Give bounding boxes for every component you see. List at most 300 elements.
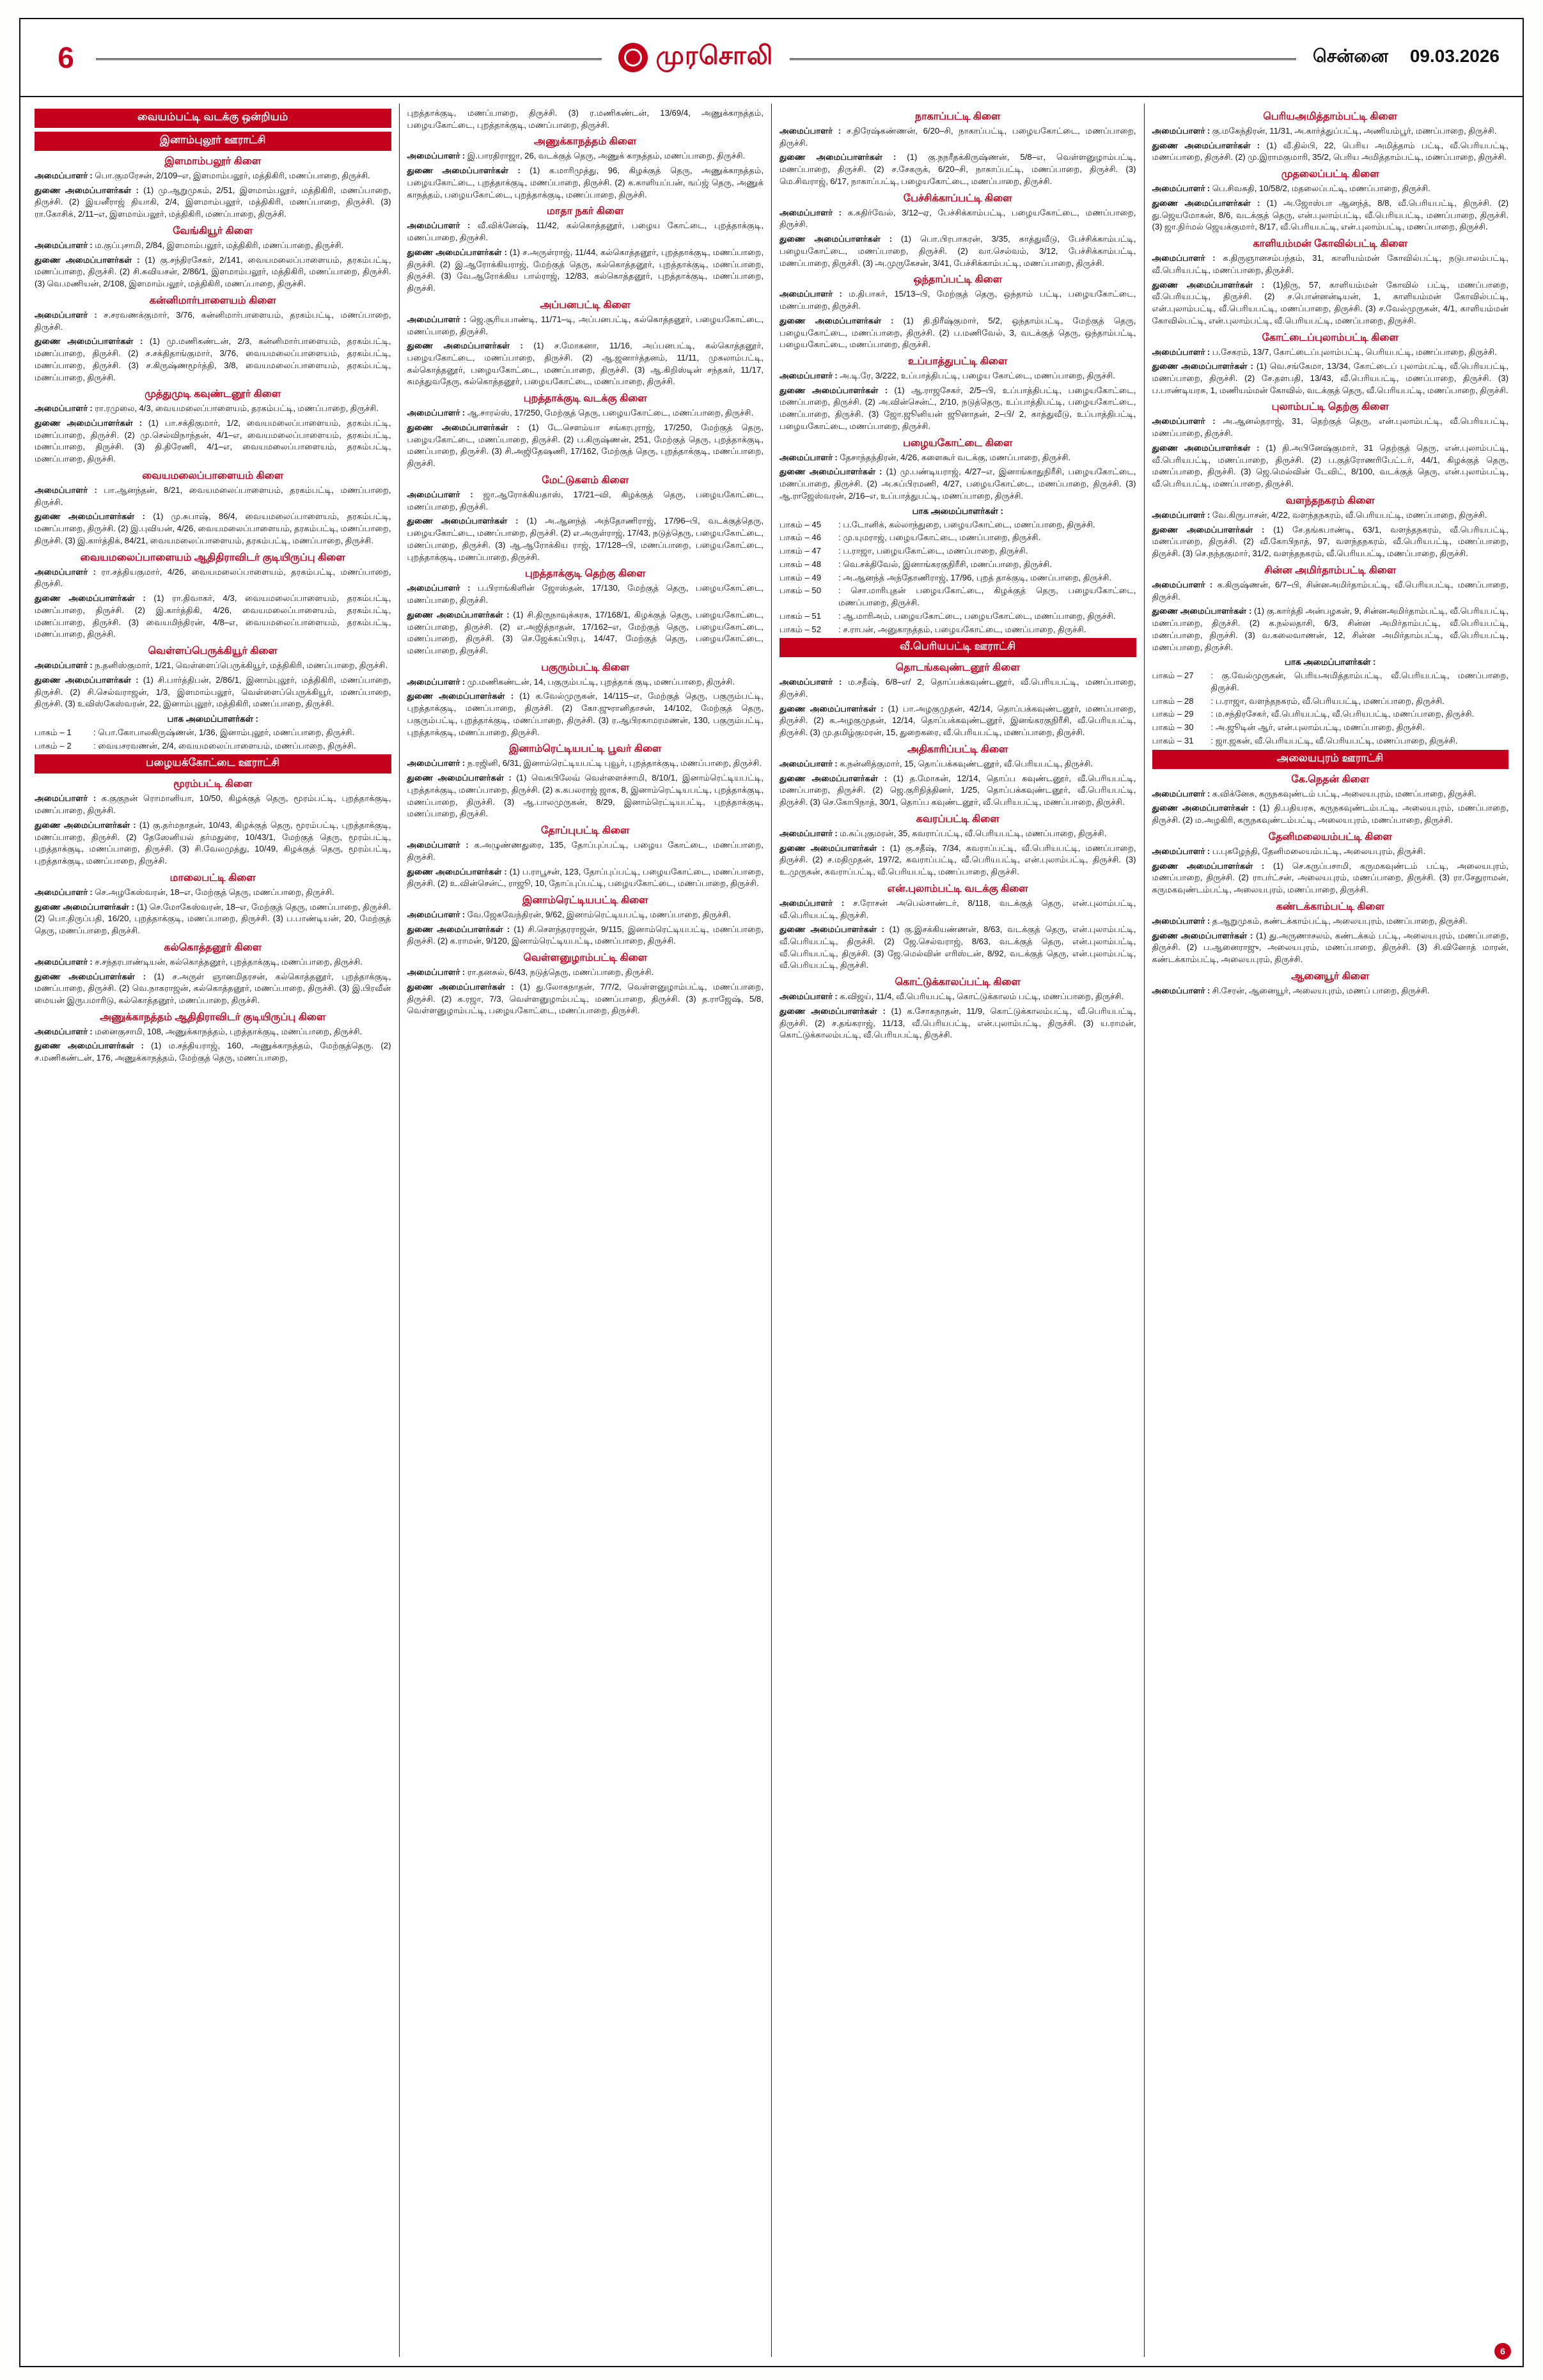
part-number: பாகம் – 48: [779, 559, 822, 569]
organiser-paragraph: [1152, 442, 1509, 490]
branch-heading: என்.புலாம்பட்டி வடக்கு கிளை: [887, 883, 1028, 894]
branch-heading: கோட்டைப்புலாம்பட்டி கிளை: [1262, 332, 1398, 343]
organiser-paragraph: [1152, 524, 1509, 560]
organiser-text: க.விஜய், 11/4, வீ.பெரியபட்டி, கொட்டுக்காலம் பட்டி, மணப்பாறை, திருச்சி.: [840, 992, 1124, 1002]
organiser-label: துணை அமைப்பாளர்கள் :: [407, 247, 507, 257]
organiser-text: (1) செ.கருப்பசாமி, கருமகவுண்டம் பட்டி, அலையபுரம், மணப்பாறை, திருச்சி. (2) ராபர்ட்சன், அலையபுரம், மணப்பாறை, திருச்சி. (3) ரா.சேதுராமன், கருமகவுண்டம்பட்டி, அலையபுரம், மணப்பாறை, திருச்சி.: [1152, 860, 1508, 895]
organiser-text: (1) வீ.தில்பி, 22, பெரிய அமித்தாம் பட்டி, வீ.பெரியபட்டி, மணப்பாறை, திருச்சி. (2) மு.இராமகுமாரி, 35/2, பெரிய அமித்தாம்பட்டி, மணப்பாறை, திருச்சி.: [1152, 140, 1508, 162]
part-organiser-detail: : ச.ராபன், அனுகாநத்தம், பழையகோட்டை, மணப்பாறை, திருச்சி.: [838, 624, 1086, 634]
organiser-paragraph: [779, 843, 1136, 878]
organiser-paragraph: [407, 150, 764, 162]
organiser-text: (1) வெ.சங்கேமா, 13/34, கோட்டைப் புலாம்பட்டி, வீ.பெரியபட்டி, மணப்பாறை, திருச்சி. (2) சே.தளபதி, 13/43, வீ.பெரியபட்டி, மணப்பாறை, திருச்சி. (3) ப.பாண்டியரசு, 1, மணியம்மன் கோவில், வடக்குத் தெரு, வீ.பெரியபட்டி, மணப்பாறை, திருச்சி.: [1152, 361, 1508, 395]
organiser-paragraph: [1152, 253, 1509, 276]
part-organiser-detail: : ஆ.மாரிஅம், பழையகோட்டை, பழையகோட்டை, மணப்பாறை, திருச்சி.: [838, 611, 1116, 621]
organiser-text: (1) த.மோகன், 12/14, தொப்ப கவுண்டனூர், வீ.பெரியபட்டி, மணப்பாறை, திருச்சி. (2) ஜெ.குரிநித்தினர், 1/25, தொப்பக்கவுண்டனூர், வீ.பெரியபட்டி, திருச்சி. (3) செ.கோபிநாத், 30/1, தொப்ப கவுண்டனூர், வீ.பெரியபட்டி, மணப்பாறை, திருச்சி.: [779, 773, 1136, 807]
organiser-text: இ.பாரதிராஜா, 26, வடக்குத் தெரு, அணுக் காநத்தம், மணப்பாறை, திருச்சி.: [467, 151, 746, 161]
organiser-paragraph: [1152, 509, 1509, 522]
branch-heading: இளமாம்பலூர் கிளை: [164, 156, 262, 167]
organiser-label: துணை அமைப்பாளர்கள் :: [779, 467, 882, 477]
organiser-label: அமைப்பாளர் :: [35, 566, 96, 577]
organiser-label: அமைப்பாளர் :: [779, 207, 842, 217]
organiser-label: அமைப்பாளர் :: [1152, 346, 1210, 357]
organiser-label: துணை அமைப்பாளர்கள் :: [407, 981, 514, 992]
branch-heading: புறத்தாக்குடி தெற்கு கிளை: [524, 568, 646, 580]
organiser-label: துணை அமைப்பாளர்கள் :: [779, 924, 884, 935]
organiser-text: (1)திரு, 57, காளியம்மன் கோவில் பட்டி, மணப்பாறை, வீ.பெரியபட்டி, திருச்சி. (2) ச.பொன்னன்டியன், 1, காளியம்மன் கோவில்பட்டி, என்.புலாம்பட்டி, வீ.பெரியபட்டி, மணப்பாறை, திருச்சி. (3) ச.வேல்முருகன், 4/1, காளியம்மன் கோவில்பட்டி, என்.புலாம்பட்டி, வீ.பெரியபட்டி, மணப்பாறை, திருச்சி.: [1152, 279, 1509, 325]
part-organiser-detail: : அ.ஜூடின் ஆர், என்.புலாம்பட்டி, மணப்பாறை, திருச்சி.: [1210, 722, 1425, 733]
organiser-text: க.கதிர்வேல், 3/12–ஏ, பேச்சிக்காம்பட்டி, பழையகோட்டை, மணப்பாறை, திருச்சி.: [779, 207, 1136, 229]
organiser-text: (1) கு.நநரீதக்கிருஷ்ணன், 5/8–எ, வெள்ளனுழாம்பட்டி, மணப்பாறை, திருச்சி. (2) ச.சேகருக், 6/20–சி, நாகாப்பட்டி, மணப்பாறை, திருச்சி. (3) மெ.சிவராஜ், 6/17, நாகாப்பட்டி, பழையகோட்டை, மணப்பாறை, திருச்சி.: [779, 152, 1136, 186]
organiser-text: பா.ஆனந்தன், 8/21, வையமலைப்பாளையம், தரகம்பட்டி, மணப்பாறை, திருச்சி.: [35, 485, 391, 507]
organiser-paragraph: [1152, 788, 1509, 800]
part-number: பாகம் – 45: [779, 519, 822, 529]
part-number: பாகம் – 1: [35, 727, 72, 737]
organiser-text: ம.குப்புசாமி, 2/84, இளமாம்பலூர், மத்திகிரி, மணப்பாறை, திருச்சி.: [95, 240, 344, 250]
organiser-paragraph: [1152, 860, 1509, 896]
organiser-text: ம.சுப்புகுமரன், 35, கவராப்பட்டி, வீ.பெரியபட்டி, மணப்பாறை, திருச்சி.: [840, 828, 1107, 838]
organiser-text: அ.டி.ரே, 3/222, உப்பாத்திபட்டி, பழைய கோட்டை, மணப்பாறை, திருச்சி.: [840, 371, 1116, 381]
edition-date: 09.03.2026: [1409, 46, 1500, 66]
branch-heading: கவரப்பட்டி கிளை: [916, 813, 999, 825]
part-organiser-row: [35, 727, 391, 739]
organiser-label: துணை அமைப்பாளர்கள் :: [1152, 361, 1253, 371]
organiser-label: துணை அமைப்பாளர்கள் :: [1152, 930, 1253, 940]
part-organiser-detail: : வெ.சக்திவேல், இனாங்கரகுநிரீசி, மணப்பாறை, திருச்சி.: [838, 559, 1053, 569]
organiser-text: (1) செ.மோகேஸ்வரன், 18–எ, மேற்குத் தெரு, மணப்பாறை, திருச்சி. (2) பொ.திருப்பதி, 16/20, புறத்தாக்குடி, மணப்பாறை, திருச்சி. (3) ப.பாண்டியன், 20, மேற்குத் தெரு, மணப்பாறை, திருச்சி.: [35, 901, 391, 936]
organiser-paragraph: [35, 1040, 391, 1064]
organiser-text: ஜா.ஆரோக்கியதாஸ், 17/21–வி, கிழக்குத் தெரு, பழையகோட்டை, மணப்பாறை, திருச்சி.: [407, 489, 764, 511]
branch-heading: வெள்ளப்பெருக்கியூர் கிளை: [148, 646, 278, 657]
organiser-text: வே.ஜேசுவேந்திரன், 9/62, இனாம்ரெட்டியபட்டி, மணப்பாறை, திருச்சி.: [467, 909, 731, 919]
part-organiser-row: [779, 519, 1136, 531]
organiser-label: துணை அமைப்பாளர்கள் :: [779, 315, 894, 325]
part-organiser-row: [1152, 670, 1509, 694]
part-organiser-detail: : ப.டோனிக், கல்லாந்துறை, பழையகோட்டை, மணப்பாறை, திருச்சி.: [838, 519, 1095, 529]
sun-logo-icon: [618, 43, 648, 72]
organiser-paragraph: [1152, 183, 1509, 195]
organiser-label: அமைப்பாளர் :: [1152, 183, 1210, 194]
organiser-paragraph: [779, 152, 1136, 187]
part-number: பாகம் – 31: [1152, 735, 1194, 745]
part-number: பாகம் – 47: [779, 546, 822, 556]
organiser-label: அமைப்பாளர் :: [779, 452, 838, 462]
organiser-label: அமைப்பாளர் :: [779, 898, 845, 908]
organiser-paragraph: [35, 793, 391, 816]
branch-heading: மேட்டுகளம் கிளை: [542, 474, 629, 486]
page-folio: 6: [1494, 2343, 1511, 2360]
branch-heading: கொட்டுக்காலப்பட்டி கிளை: [895, 977, 1021, 988]
organiser-label: அமைப்பாளர் :: [779, 126, 842, 136]
organiser-label: துணை அமைப்பாளர்கள் :: [35, 901, 134, 912]
organiser-text: (1) தி.பதியரசு, கருநகவுண்டம்பட்டி, அலையபுரம், மணப்பாறை, திருச்சி. (2) ம.அழகிரி, கருநகவுண்டம்பட்டி, அலையபுரம், மணப்பாறை, திருச்சி.: [1152, 803, 1508, 825]
part-organiser-detail: : சொ.மாரிபுதன் பழையகோட்டை, கிழக்குத் தெரு, பழையகோட்டை, மணப்பாறை, திருச்சி.: [838, 586, 1136, 608]
branch-heading: உப்பாத்துபட்டி கிளை: [908, 356, 1008, 368]
organiser-paragraph: [1152, 846, 1509, 858]
organiser-paragraph: [35, 185, 391, 221]
organiser-paragraph: [779, 828, 1136, 840]
section-banner: அலையபுரம் ஊராட்சி: [1152, 750, 1509, 769]
organiser-paragraph: [779, 385, 1136, 433]
organiser-label: அமைப்பாளர் :: [35, 956, 93, 967]
organiser-label: துணை அமைப்பாளர்கள் :: [35, 593, 146, 603]
organiser-label: துணை அமைப்பாளர்கள் :: [1152, 279, 1265, 290]
organiser-text: (1) கு.கார்த்தி அன்பழகன், 9, சின்னஅமிர்தாம்பட்டி, வீ.பெரியபட்டி, மணப்பாறை, திருச்சி. (2) க.நல்லதாசி, 6/3, சின்ன அமிர்தாம்பட்டி, வீ.பெரியபட்டி, மணப்பாறை, திருச்சி. (3) வ.கலைவாணன், 12, சின்ன அமிர்தாம்பட்டி, வீ.பெரியபட்டி, மணப்பாறை, திருச்சி.: [1152, 606, 1508, 652]
organiser-text: மனைகுசாமி, 108, அணுக்காநத்தம், புறத்தாக்குடி, மணப்பாறை, திருச்சி.: [95, 1026, 363, 1036]
organiser-paragraph: [1152, 605, 1509, 653]
organiser-paragraph: [1152, 915, 1509, 928]
part-organiser-row: [1152, 696, 1509, 708]
branch-heading: முதலைப்பட்டி கிளை: [1281, 169, 1379, 180]
branch-heading: ஒந்தாப்பட்டி கிளை: [913, 274, 1003, 286]
organiser-paragraph: [407, 314, 764, 338]
organiser-paragraph: [1152, 140, 1509, 164]
branch-heading: அணுக்காநத்தம் கிளை: [534, 136, 637, 148]
organiser-label: அமைப்பாளர் :: [1152, 416, 1216, 426]
organiser-text: (1) மு.மணிகண்டன், 2/3, கன்னிமார்பாளையம், தரகம்பட்டி, மணப்பாறை, திருச்சி. (2) ச.சக்திதாங்குமார், 3/76, வையமலைப்பாளையம், தரகம்பட்டி, மணப்பாறை, திருச்சி. (3) ச.கிருஷ்ணமூர்த்தி, 3/8, வையமலைப்பாளையம், தரகம்பட்டி, மணப்பாறை, திருச்சி.: [35, 336, 391, 382]
part-organiser-row: [779, 585, 1136, 609]
organiser-text: (1) ச.அருள்ராஜ், 11/44, கல்கொத்தனூர், புறத்தாக்குடி, மணப்பாறை, திருச்சி. (2) இ.ஆரோக்கியராஜ், மேற்குத் தெரு, கல்கொத்தனூர், புறத்தாக்குடி, மணப்பாறை, திருச்சி. (3) வே.ஆரோக்கிய பால்ராஜ், 12/83, கல்கொத்தனூர், புறத்தாக்குடி, மணப்பாறை, திருச்சி.: [407, 247, 764, 293]
organiser-label: அமைப்பாளர் :: [407, 151, 466, 161]
branch-heading: வையமலைப்பாளையம் கிளை: [142, 470, 284, 481]
organiser-label: துணை அமைப்பாளர்கள் :: [1152, 198, 1260, 208]
organiser-text: (1) அ.ஆனந்த் அந்தோணிராஜ், 17/96–பி, வடக்குத்தெரு, பழையகோட்டை, மணப்பாறை, திருச்சி. (2) எ.அருள்ராஜ், 17/43, நடுத்தெரு, பழையகோட்டை, மணப்பாறை, திருச்சி. (3) ஆ.ஆரோக்கிய ராஜ், 17/128–பி, மணப்பாறை, பழையகோட்டை, புறத்தாக்குடி, மணப்பாறை, திருச்சி.: [407, 516, 764, 562]
organiser-label: துணை அமைப்பாளர்கள் :: [35, 336, 143, 346]
organiser-paragraph: [1152, 361, 1509, 396]
edition-info: [1304, 46, 1500, 69]
organiser-text: ஆ.சாரல்ஸ், 17/250, மேற்குத் தெரு, பழையகோட்டை, மணப்பாறை, திருச்சி.: [467, 408, 754, 418]
text-column: [27, 104, 400, 2357]
part-number: பாகம் – 52: [779, 624, 822, 634]
part-organiser-detail: : ஜா.ஜகன், வீ.பெரியபட்டி, வீ.பெரியபட்டி, மணப்பாறை, திருச்சி.: [1210, 735, 1458, 745]
organiser-paragraph: [779, 370, 1136, 382]
organiser-paragraph: [1152, 125, 1509, 137]
branch-heading: கே.நெதன் கிளை: [1291, 774, 1370, 785]
organiser-paragraph: [35, 887, 391, 899]
organiser-text: தேசாந்தந்திரன், 4/26, களைகூர் வடக்கு, மணப்பாறை, திருச்சி.: [840, 452, 1071, 462]
organiser-text: (1) க.வேல்முருகன், 14/115–எ, மேற்குத் தெரு, பகுரும்பட்டி, புறத்தாக்குடி, மணப்பாறை, திருச்சி. (2) கோ.ஜுரானிதாசன், 14/102, மேற்குத் தெரு, பகுரும்பட்டி, புறத்தாக்குடி, மணப்பாறை, திருச்சி. (3) ர.ஆபிரகாமரமணன், 130, பகுரும்பட்டி, புறத்தாக்குடி, மணப்பாறை, திருச்சி.: [407, 691, 764, 737]
organiser-text: க.கிருஷ்ணன், 6/7–பி, சின்னஅமிர்தாம்பட்டி, வீ.பெரியபட்டி, மணப்பாறை, திருச்சி.: [1152, 579, 1508, 602]
organiser-paragraph: [1152, 416, 1509, 439]
part-organiser-row: [1152, 722, 1509, 734]
branch-heading: வையமலைப்பாளையம் ஆதிதிராவிடர் குடியிருப்பு கிளை: [80, 552, 345, 563]
organiser-text: (1) பொ.பிரபாகரன், 3/35, காத்துவீடு, பேச்சிக்காம்பட்டி, பழையகோட்டை, மணப்பாறை, திருச்சி. (2) வா.செல்வம், 3/12, பேச்சிக்காம்பட்டி, மணப்பாறை, திருச்சி. (3) அ.முருகேசன், 3/41, பேச்சிக்காம்பட்டி, மணப்பாறை, திருச்சி.: [779, 234, 1136, 268]
text-column: [772, 104, 1145, 2357]
organiser-text: க.விக்னேசு, கருநகவுண்டம் பட்டி, அலையபுரம், மணப்பாறை, திருச்சி.: [1212, 788, 1476, 798]
organiser-label: அமைப்பாளர் :: [779, 371, 838, 381]
organiser-label: துணை அமைப்பாளர்கள் :: [1152, 140, 1260, 150]
organiser-text: (1) வெகபிலேவ் வெள்ளைச்சாமி, 8/10/1, இனாம்ரெட்டியபட்டி, புறத்தாக்குடி, மணப்பாறை, திருச்சி. (2) சு.கபலராஜ் ஜாக, 8, இனாம்ரெட்டியபட்டி, புறத்தாக்குடி, மணப்பாறை, திருச்சி. (3) ஆ.பாலமுருகன், 8/29, இனாம்ரெட்டியபட்டி, புறத்தாக்குடி, மணப்பாறை, திருச்சி.: [407, 773, 764, 819]
part-number: பாகம் – 29: [1152, 709, 1194, 719]
branch-heading: சின்ன அமிர்தாம்பட்டி கிளை: [1264, 564, 1397, 576]
organiser-label: அமைப்பாளர் :: [407, 583, 471, 593]
part-organiser-row: [779, 572, 1136, 584]
part-organiser-row: [779, 624, 1136, 636]
part-organiser-row: [779, 532, 1136, 544]
organiser-paragraph: [779, 991, 1136, 1003]
organiser-paragraph: [779, 703, 1136, 739]
organiser-paragraph: [35, 417, 391, 465]
organiser-text: வீ.விக்னேஷ், 11/42, கல்கொத்தனூர், பழைய கோட்டை, புறத்தாக்குடி, மணப்பாறை, திருச்சி.: [407, 221, 764, 243]
part-organiser-detail: : மு.யுமராஜ், பழையகோட்டை, மணப்பாறை, திருச்சி.: [838, 533, 1041, 543]
organiser-label: அமைப்பாளர் :: [35, 240, 93, 250]
organiser-paragraph: [779, 125, 1136, 149]
organiser-text: (1) தி.நிரீஷ்குமார், 5/2, ஒந்தாம்பட்டி, மேற்குத் தெரு, பழையகோட்டை, மணப்பாறை, திருச்சி. (2) ப.மணிவேல், 3, வடக்குத் தெரு, ஒந்தாம்பட்டி, பழையகோட்டை, மணப்பாறை, திருச்சி.: [779, 315, 1136, 350]
organiser-text: (1) சே.தங்கபாண்டி, 63/1, வளந்தநகரம், வீ.பெரியபட்டி, மணப்பாறை, திருச்சி. (2) வீ.கோபிநாத், 97, வளந்தநகரம், வீ.பெரியபட்டி, மணப்பாறை, திருச்சி. (3) செ.நந்தகுமார், 31/2, வளந்தநகரம், வீ.பெரியபட்டி, மணப்பாறை, திருச்சி.: [1152, 524, 1509, 559]
organiser-paragraph: [407, 247, 764, 295]
organiser-text: (1) க.மாரிமுத்து, 96, கிழக்குத் தெரு, அணுக்காநத்தம், பழையகோட்டை, புறத்தாக்குடி, மணப்பாறை, திருச்சி. (2) க.காளியப்பன், ஙப்ஜ் தெரு, அணுக் காநத்தம், பழையகோட்டை, புறத்தாக்குடி, மணப்பாறை, திருச்சி.: [407, 166, 764, 199]
organiser-label: அமைப்பாளர் :: [1152, 126, 1210, 136]
organiser-text: (1) ஆ.ராஜசேகர், 2/5–பி, உப்பாத்திபட்டி, பழையகோட்டை, மணப்பாறை, திருச்சி. (2) அ.வின்சென்ட், 2/10, நடுத்தெரு, உப்பாத்திபட்டி, பழையகோட்டை, மணப்பாறை, திருச்சி. (3) ஜோ.ஜூனியன் ஜூனாதன், 2–பி/ 2, காத்துவீடு, உப்பாத்திபட்டி, பழையகோட்டை, மணப்பாறை, திருச்சி.: [779, 385, 1136, 431]
part-organiser-row: [35, 740, 391, 752]
organiser-paragraph: [35, 971, 391, 1007]
organiser-label: துணை அமைப்பாளர்கள் :: [407, 609, 510, 619]
organiser-paragraph: [35, 254, 391, 290]
organiser-text: (1) கு.இசக்கியண்ணன், 8/63, வடக்குத் தெரு, என்.புலாம்பட்டி, வீ.பெரியபட்டி, திருச்சி. (2) ஜே.செல்வராஜ், 8/63, வடக்குத் தெரு, என்.புலாம்பட்டி, வீ.பெரியபட்டி, திருச்சி. (3) ஜே.மெல்வின் எரிஸ்டன், 8/92, வடக்குத் தெரு, என்.புலாம்பட்டி, வீ.பெரியபட்டி, திருச்சி.: [779, 924, 1136, 970]
organiser-paragraph: [35, 309, 391, 333]
publication-title: முரசொலி: [655, 42, 774, 70]
organiser-label: துணை அமைப்பாளர்கள் :: [407, 422, 520, 432]
organiser-label: துணை அமைப்பாளர்கள் :: [779, 1006, 886, 1016]
organiser-text: ரா.தனசுல், 6/43, நடுத்தெரு, மணப்பாறை, திருச்சி.: [467, 967, 654, 977]
branch-heading: தொடங்கவுண்டனூர் கிளை: [895, 662, 1020, 674]
organiser-label: துணை அமைப்பாளர்கள் :: [35, 674, 139, 685]
branch-heading: புலாம்பட்டி தெற்கு கிளை: [1271, 401, 1389, 413]
organiser-text: (1) சி.திருநாவுக்கரசு, 17/168/1, கிழக்குத் தெரு, பழையகோட்டை, மணப்பாறை, திருச்சி. (2) எ.அஜித்நாதன், 17/162–எ, மேற்குத் தெரு, பழையகோட்டை, மணப்பாறை, திருச்சி. (3) செ.ஜேக்கப்பிரபு, 14/47, மேற்குத் தெரு, பழையகோட்டை, மணப்பாறை, திருச்சி.: [407, 609, 764, 655]
organiser-label: துணை அமைப்பாளர்கள் :: [35, 418, 143, 428]
organiser-text: ப.புகழேந்தி, தேனிமலையம்பட்டி, அலையபுரம், திருச்சி.: [1212, 846, 1426, 856]
organiser-text: கு.மகேந்திரன், 11/31, அ.கார்த்துப்பட்டி, அணியம்பூர், மணப்பாறை, திருச்சி.: [1212, 126, 1497, 136]
organiser-paragraph: [779, 466, 1136, 502]
branch-heading: வளந்தநகரம் கிளை: [1285, 495, 1375, 506]
masthead-rule-left: [96, 58, 602, 60]
organiser-text: (1) சி.செளந்தரராஜன், 9/115, இனாம்ரெட்டியபட்டி, மணப்பாறை, திருச்சி. (2) க.ராமன், 9/120, இனாம்ரெட்டியபட்டி, மணப்பாறை, திருச்சி.: [407, 924, 764, 946]
organiser-paragraph: [407, 489, 764, 513]
organiser-paragraph: [35, 403, 391, 415]
organiser-label: அமைப்பாளர் :: [1152, 509, 1210, 520]
organiser-paragraph: [35, 511, 391, 547]
subsection-heading: பாக அமைப்பாளர்கள் :: [912, 506, 1003, 516]
organiser-label: துணை அமைப்பாளர்கள் :: [407, 516, 519, 526]
organiser-text: ப.சேகரம், 13/7, கோட்டைப்புலாம்பட்டி, பெரியபட்டி, மணப்பாறை, திருச்சி.: [1212, 346, 1497, 357]
part-number: பாகம் – 50: [779, 586, 822, 596]
organiser-paragraph: [407, 690, 764, 738]
organiser-text: ரா.சத்தியகுமார், 4/26, வையமலைப்பாளையம், தரகம்பட்டி, மணப்பாறை, திருச்சி.: [35, 566, 391, 589]
part-organiser-row: [779, 559, 1136, 571]
organiser-paragraph: [407, 676, 764, 688]
organiser-label: துணை அமைப்பாளர்கள் :: [779, 234, 893, 244]
organiser-text: ச.சரவணக்குமார், 3/76, கன்னிமார்பாளையம், தரகம்பட்டி, மணப்பாறை, திருச்சி.: [35, 309, 391, 332]
organiser-text: ந.ரஜினி, 6/31, இனாம்ரெட்டியபட்டி புவூர், புறத்தாக்குடி, மணப்பாறை, திருச்சி.: [467, 758, 762, 768]
branch-heading: முத்துமுடி கவுண்டனூர் கிளை: [145, 389, 281, 400]
organiser-text: பெ.சிவசுதி, 10/58/2, மதலைப்பட்டி, மணப்பாறை, திருச்சி.: [1212, 183, 1430, 194]
page-number: 6: [58, 41, 74, 74]
organiser-text: க.நன்னித்குமார், 15, தொப்பக்கவுண்டனூர், வீ.பெரியபட்டி, திருச்சி.: [840, 758, 1093, 768]
organiser-text: (1) க.சோகநாதன், 11/9, கொட்டுக்காலம்பட்டி, வீ.பெரியபட்டி, திருச்சி. (2) ச.தங்கராஜ், 11/13, வீ.பெரியபட்டி, என்.புலாம்பட்டி, திருச்சி. (3) ய.ராமன், கொட்டுக்காலம்பட்டி, வீ.பெரியபட்டி, திருச்சி.: [779, 1006, 1136, 1040]
organiser-paragraph: [35, 820, 391, 867]
part-organiser-detail: : ப.ராஜா, பழையகோட்டை, மணப்பாறை, திருச்சி.: [838, 546, 1028, 556]
organiser-paragraph: [779, 898, 1136, 921]
organiser-text: (1) கு.சதீஷ், 7/34, கவராப்பட்டி, வீ.பெரியபட்டி, மணப்பாறை, திருச்சி. (2) ச.மதிமுதன், 197/2, கவராப்பட்டி, வீ.பெரியபட்டி, என்.புலாம்பட்டி, திருச்சி. (3) உ.முருகன், கவராப்பட்டி, வீ.பெரியபட்டி, மணப்பாறை, திருச்சி.: [779, 843, 1136, 877]
subsection-heading: பாக அமைப்பாளர்கள் :: [167, 713, 258, 724]
branch-heading: கண்டக்காம்பட்டி கிளை: [1276, 901, 1385, 912]
organiser-label: அமைப்பாளர் :: [35, 793, 97, 804]
branch-heading: வெள்ளனுழாம்பட்டி கிளை: [523, 953, 648, 964]
part-number: பாகம் – 49: [779, 572, 822, 582]
organiser-label: அமைப்பாளர் :: [1152, 846, 1210, 856]
organiser-paragraph: [779, 288, 1136, 312]
branch-heading: தோப்புபட்டி கிளை: [541, 825, 630, 837]
section-banner: வீ.பெரியபட்டி ஊராட்சி: [779, 638, 1136, 657]
organiser-label: அமைப்பாளர் :: [779, 289, 842, 299]
organiser-label: துணை அமைப்பாளர்கள் :: [1152, 803, 1255, 813]
organiser-paragraph: [35, 674, 391, 710]
organiser-paragraph: [1152, 579, 1509, 603]
part-number: பாகம் – 2: [35, 740, 72, 751]
organiser-paragraph: [35, 901, 391, 937]
organiser-label: அமைப்பாளர் :: [35, 660, 93, 671]
organiser-label: அமைப்பாளர் :: [1152, 253, 1216, 263]
organiser-paragraph: [779, 452, 1136, 464]
branch-heading: ஆனையூர் கிளை: [1291, 970, 1370, 982]
organiser-text: ரா.ரமுலை, 4/3, வையமலைப்பாளையம், தரகம்பட்டி, மணப்பாறை, திருச்சி.: [95, 403, 379, 414]
organiser-text: (1) கு.தர்மநாதன், 10/43, கிழக்குத் தெரு, மூரம்பட்டி, புறத்தாக்குடி, மணப்பாறை, திருச்சி. (2) தேஸேனியல் தர்மதுரை, 10/43/1, மேற்குத் தெரு, மூரம்பட்டி, புறத்தாக்குடி, மணப்பாறை, திருச்சி. (3) சி.வேலமுத்து, 10/49, கிழக்குத் தெரு, மூரம்பட்டி, புறத்தாக்குடி, மணப்பாறை, திருச்சி.: [35, 820, 391, 866]
organiser-label: துணை அமைப்பாளர்கள் :: [407, 341, 523, 351]
organiser-text: ஜெ.சூரியபாண்டி, 11/71–டி, அப்பனபட்டி, கல்கொத்தனூர், பழையகோட்டை, மணப்பாறை, திருச்சி.: [407, 314, 764, 336]
organiser-paragraph: [1152, 198, 1509, 233]
organiser-paragraph: [1152, 802, 1509, 826]
branch-heading: இனாம்ரெட்டியபட்டி பூவர் கிளை: [509, 743, 662, 755]
organiser-paragraph: [407, 839, 764, 863]
organiser-label: துணை அமைப்பாளர்கள் :: [35, 185, 139, 195]
organiser-label: துணை அமைப்பாளர்கள் :: [1152, 860, 1265, 871]
organiser-paragraph: [407, 165, 764, 201]
branch-heading: நாகாப்பட்டி கிளை: [914, 111, 1001, 122]
organiser-paragraph: [407, 924, 764, 947]
organiser-text: (1) மு.சுபாஷ், 86/4, வையமலைப்பாளையம், தரகம்பட்டி, மணப்பாறை, திருச்சி. (2) இ.புவியன், 4/26, வையமலைப்பாளையம், தரகம்பட்டி, மணப்பாறை, திருச்சி. (3) இ.கார்த்திக், 84/21, வையமலைப்பாளையம், தரகம்பட்டி, மணப்பாறை, திருச்சி.: [35, 511, 391, 545]
organiser-label: அமைப்பாளர் :: [779, 677, 842, 687]
organiser-text: க.திருஞானசம்பந்தம், 31, காளியம்மன் கோவில்பட்டி, நடுபாலம்பட்டி, வீ.பெரியபட்டி, மணப்பாறை, திருச்சி.: [1152, 253, 1508, 275]
organiser-label: அமைப்பாளர் :: [35, 309, 97, 320]
organiser-label: துணை அமைப்பாளர்கள் :: [1152, 442, 1260, 453]
organiser-label: அமைப்பாளர் :: [35, 403, 93, 414]
organiser-paragraph: [1152, 279, 1509, 327]
organiser-paragraph: [779, 924, 1136, 972]
section-banner: பழையக்கோட்டை ஊராட்சி: [35, 754, 391, 774]
organiser-label: துணை அமைப்பாளர்கள் :: [779, 703, 884, 713]
organiser-text: ப.பிராங்கிளின் ஜோஸ்தன், 17/130, மேற்குத் தெரு, பழையகோட்டை, மணப்பாறை, திருச்சி.: [407, 583, 764, 605]
organiser-text: ம.திபாகர், 15/13–பி, மேற்குத் தெரு, ஒந்தாம் பட்டி, பழையகோட்டை, மணப்பாறை, திருச்சி.: [779, 289, 1136, 311]
part-number: பாகம் – 46: [779, 533, 822, 543]
organiser-text: புறத்தாக்குடி, மணப்பாறை, திருச்சி. (3) ர.மணிகண்டன், 13/69/4, அணுக்காநத்தம், பழையகோட்டை, புறத்தாக்குடி, மணப்பாறை, திருச்சி.: [407, 108, 764, 130]
organiser-text: ச.ரோசன் அபெல்சாண்டர், 8/118, வடக்குத் தெரு, என்.புலாம்பட்டி, வீ.பெரியபட்டி, திருச்சி.: [779, 898, 1136, 920]
organiser-label: துணை அமைப்பாளர்கள் :: [35, 971, 146, 981]
organiser-label: அமைப்பாளர் :: [407, 840, 469, 850]
subsection-heading: பாக அமைப்பாளர்கள் :: [1285, 657, 1376, 667]
branch-heading: புறத்தாக்குடி வடக்கு கிளை: [523, 393, 647, 405]
organiser-text: ச.நிரேஷ்கண்ணன், 6/20–சி, நாகாப்பட்டி, பழையகோட்டை, மணப்பாறை, திருச்சி.: [779, 126, 1136, 148]
branch-heading: காளியம்மன் கோவில்பட்டி கிளை: [1253, 238, 1408, 250]
branch-heading: அதிகாரிப்பட்டி கிளை: [907, 743, 1008, 755]
organiser-text: (1) மு.பண்டியராஜ், 4/27–எ, இனாங்காதுநிரீசி, பழையகோட்டை, மணப்பாறை, திருச்சி. (2) அ.சுப்பிரமணி, 4/27, பழையகோட்டை, மணப்பாறை, திருச்சி. (3) ஆ.ராஜேஸ்வரன், 2/16–எ, உப்பாத்துபட்டி, மணப்பாறை, திருச்சி.: [779, 467, 1136, 501]
organiser-text: (1) மு.ஆறுமுகம், 2/51, இளமாம்பலூர், மத்திகிரி, மணப்பாறை, திருச்சி. (2) இயனீராஜ் தியாகி, 2/4, இளமாம்பலூர், மத்திகிரி, மணப்பாறை, திருச்சி. (3) ரா.கோசிக், 2/11–எ, இளமாம்பலூர், மத்திகிரி, மணப்பாறை, திருச்சி.: [35, 185, 391, 219]
organiser-label: துணை அமைப்பாளர்கள் :: [779, 385, 888, 395]
edition-city: சென்னை: [1312, 46, 1389, 66]
branch-heading: பெரியஅமித்தாம்பட்டி கிளை: [1263, 111, 1398, 122]
organiser-label: அமைப்பாளர் :: [407, 314, 467, 324]
organiser-paragraph: [1152, 985, 1509, 997]
organiser-label: துணை அமைப்பாளர்கள் :: [35, 820, 136, 830]
organiser-paragraph: [407, 758, 764, 770]
part-organiser-detail: : பொ.கோபாலகிருஷ்ணன், 1/36, இனாம்புலூர், மணப்பாறை, திருச்சி.: [93, 727, 355, 737]
organiser-label: அமைப்பாளர் :: [407, 489, 473, 499]
organiser-paragraph: [407, 866, 764, 890]
organiser-paragraph: [35, 956, 391, 968]
organiser-text: (1) ப.ராபூசன், 123, தோப்புப்பட்டி, பழையகோட்டை, மணப்பாறை, திருச்சி. (2) உ.வின்சென்ட், ராஜூ, 10, தோப்புப்பட்டி, பழையகோட்டை, மணப்பாறை, திருச்சி.: [407, 866, 764, 889]
organiser-label: துணை அமைப்பாளர்கள் :: [35, 254, 140, 265]
organiser-label: அமைப்பாளர் :: [35, 485, 97, 495]
organiser-label: துணை அமைப்பாளர்கள் :: [35, 1041, 144, 1051]
branch-heading: மூரம்பட்டி கிளை: [173, 779, 253, 790]
organiser-label: அமைப்பாளர் :: [407, 676, 466, 687]
part-organiser-detail: : ப.ராஜா, வளந்தநகரம், வீ.பெரியபட்டி, மணப்பாறை, திருச்சி.: [1210, 696, 1445, 706]
organiser-label: அமைப்பாளர் :: [407, 758, 466, 768]
part-number: பாகம் – 51: [779, 611, 822, 621]
branch-heading: பழையகோட்டை கிளை: [903, 437, 1013, 449]
text-column: [1145, 104, 1517, 2357]
organiser-text: (1) ம.சத்தியராஜ், 160, அணுக்காநத்தம், மேற்குத்தெரு. (2) ச.மணிகண்டன், 176, அணுக்காநத்தம், மேற்குத் தெரு, மணப்பாறை,: [35, 1041, 391, 1063]
organiser-text: (1) து.அருணாசலம், கண்டக்கம் பட்டி, அலையபுரம், மணப்பாறை, திருச்சி. (2) ப.ஆனைராஜு, அலையபுரம், மணப்பாறை, திருச்சி. (3) சி.வினோத் மாரன், கண்டக்காம்பட்டி, அலையபுரம், திருச்சி.: [1152, 930, 1508, 964]
branch-heading: பகுரும்பட்டி கிளை: [541, 662, 630, 673]
organiser-text: (1) ச.அருள் ஞானமிதரசன், கல்கொத்தனூர், புறத்தாக்குடி, மணப்பாறை, திருச்சி. (2) வெ.நாகராஜன், கல்கொத்தனூர், மணப்பாறை, திருச்சி. (3) இ.பிரவீன் மையன் இருபமாரிடு, கல்கொத்தனூர், மணப்பாறை, திருச்சி.: [35, 971, 391, 1005]
organiser-paragraph: [1152, 930, 1509, 966]
organiser-paragraph: [35, 240, 391, 252]
organiser-text: (1) து.லோகநாதன், 7/7/2, வெள்ளனுழாம்பட்டி, மணப்பாறை, திருச்சி. (2) க.ரஜா, 7/3, வெள்ளனுழாம்பட்டி, மணப்பாறை, திருச்சி. (3) த.ராஜேஷ், 5/8, வெள்ளனுழாம்பட்டி, பழையகோட்டை, மணப்பாறை, திருச்சி.: [407, 981, 764, 1016]
part-organiser-row: [779, 611, 1136, 623]
organiser-label: துணை அமைப்பாளர்கள் :: [407, 924, 510, 934]
organiser-text: த.ஆறுமுகம், கண்டக்காம்பட்டி, அலையபுரம், மணப்பாறை, திருச்சி.: [1212, 915, 1468, 926]
organiser-text: (1) பா.அழகுமுதன், 42/14, தொப்பக்கவுண்டனூர், மணப்பாறை, திருச்சி. (2) க.அழகுமுதன், 12/14, தொப்பக்கவுண்டனூர், இனங்கரகுநிரீசி, வீ.பெரியபட்டி, திருச்சி. (3) மு.தமிழ்குமரன், 15, துறைகரை, வீ.பெரியபட்டி, மணப்பாறை, திருச்சி.: [779, 703, 1136, 738]
organiser-label: அமைப்பாளர் :: [779, 828, 838, 838]
organiser-label: அமைப்பாளர் :: [1152, 579, 1213, 589]
branch-heading: பேச்சிக்காப்பட்டி கிளை: [903, 192, 1012, 204]
organiser-text: (1) பா.சக்திகுமார், 1/2, வையமலைப்பாளையம், தரகம்பட்டி, மணப்பாறை, திருச்சி. (2) மு.செல்விநாந்தன், 4/1–எ, வையமலைப்பாளையம், தரகம்பட்டி, மணப்பாறை, திருச்சி. (3) தி.திரேணி, 4/1–எ, வையமலைப்பாளையம், தரகம்பட்டி, மணப்பாறை, திருச்சி.: [35, 418, 391, 464]
organiser-paragraph: [407, 407, 764, 419]
organiser-paragraph: [35, 660, 391, 672]
masthead-rule-right: [790, 58, 1296, 60]
organiser-paragraph: [407, 220, 764, 244]
article-columns: [20, 96, 1523, 2363]
organiser-paragraph: [407, 340, 764, 388]
text-column: [400, 104, 772, 2357]
branch-heading: இனாம்ரெட்டியபட்டி கிளை: [522, 894, 648, 906]
organiser-label: துணை அமைப்பாளர்கள் :: [407, 773, 512, 783]
organiser-label: அமைப்பாளர் :: [1152, 915, 1210, 926]
organiser-label: துணை அமைப்பாளர்கள் :: [407, 866, 507, 876]
organiser-text: (1) ரா.திவாகர், 4/3, வையமலைப்பாளையம், தரகம்பட்டி, மணப்பாறை, திருச்சி. (2) இ.கார்த்திகி, 4/26, வையமலைப்பாளையம், தரகம்பட்டி, மணப்பாறை, திருச்சி. (3) வையமிந்திரன், 4/8–எ, வையமலைப்பாளையம், தரகம்பட்டி, மணப்பாறை, திருச்சி.: [35, 593, 391, 639]
organiser-paragraph: [35, 593, 391, 641]
organiser-label: துணை அமைப்பாளர்கள் :: [407, 166, 521, 176]
branch-heading: அப்பனபட்டி கிளை: [540, 299, 631, 311]
organiser-paragraph: [779, 676, 1136, 700]
organiser-label: அமைப்பாளர் :: [779, 992, 838, 1002]
organiser-text: (1) ச.மோகனா, 11/16, அப்பனபட்டி, கல்கொத்தனூர், பழையகோட்டை, மணப்பாறை, திருச்சி. (2) ஆ.ஜனார்த்தனம், 11/11, முகலாம்பட்டி, கல்கொத்தனூர், பழையகோட்டை, மணப்பாறை, திருச்சி. (3) ஆ.கிறிஸ்டின் சந்தகர், 11/17, சுமத்துவதேரு, கல்கொத்தனூர், பழையகோட்டை, மணப்பாறை, திருச்சி.: [407, 341, 764, 387]
organiser-text: (1) கு.சந்திரசேகர், 2/141, வையமலைப்பாளையம், தரகம்பட்டி, மணப்பாறை, திருச்சி. (2) சி.சுவியசன், 2/86/1, இளமாம்பலூர், மத்திகிரி, மணப்பாறை, திருச்சி. (3) வெ.மணியன், 2/108, இளமாம்பலூர், மத்திகிரி, மணப்பாறை, திருச்சி.: [35, 254, 391, 289]
branch-heading: கல்கொத்தனூர் கிளை: [164, 942, 262, 953]
organiser-paragraph: [779, 1006, 1136, 1041]
organiser-text: பொ.குமரேசன், 2/109–எ, இளமாம்பலூர், மத்திகிரி, மணப்பாறை, திருச்சி.: [95, 171, 370, 180]
organiser-paragraph: [35, 336, 391, 384]
organiser-text: ம.சதீஷ், 6/8–எ/ 2, தொப்பக்கவுண்டனூர், வீ.பெரியபட்டி, மணப்பாறை, திருச்சி.: [779, 677, 1136, 699]
